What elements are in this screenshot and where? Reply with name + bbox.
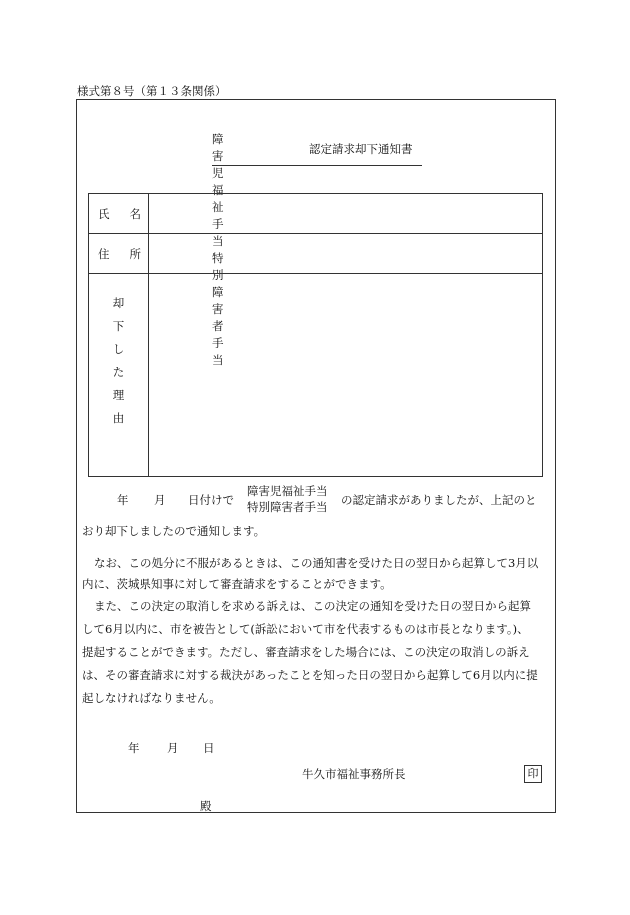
body-day-suffix: 日付けで [188, 493, 234, 507]
name-label-char-2: 名 [129, 206, 141, 221]
title-allowance-2: 特別障害者手当 [212, 251, 224, 367]
body-line-3: なお、この処分に不服があるときは、この通知書を受けた日の翌日から起算して3月以 [94, 556, 539, 570]
footer-year: 年 [128, 741, 140, 755]
body-line-7: 提起することができます。ただし、審査請求をした場合には、この決定の取消しの訴え [82, 645, 530, 659]
name-label-char-1: 氏 [98, 206, 110, 221]
form-number-label: 様式第８号（第１３条関係） [77, 84, 227, 98]
body-month: 月 [154, 493, 166, 507]
recipient-info-table [88, 193, 543, 477]
body-year: 年 [117, 493, 129, 507]
footer-month: 月 [167, 741, 179, 755]
body-line-4: 内に、茨城県知事に対して審査請求をすることができます。 [82, 577, 392, 591]
body-allowance-types [247, 483, 328, 515]
title-allowance-1: 障害児福祉手当 [212, 132, 224, 248]
body-line-2: おり却下しましたので通知します。 [82, 524, 266, 538]
reason-field[interactable] [149, 274, 543, 477]
reason-label-char-2: 下 [112, 319, 125, 333]
name-label-cell [89, 194, 149, 234]
address-label-char-2: 所 [129, 246, 141, 261]
body-line-6: して6月以内に、市を被告として(訴訟において市を代表するものは市長となります。)、 [82, 622, 529, 636]
address-label-cell [89, 234, 149, 274]
body-line-9: 起しなければなりません。 [82, 691, 221, 705]
body-line-1-rest: の認定請求がありましたが、上記のと [341, 493, 537, 507]
reason-label-char-5: 理 [112, 388, 125, 402]
body-allowance-2: 特別障害者手当 [247, 500, 328, 514]
body-allowance-1: 障害児福祉手当 [247, 484, 328, 498]
name-field[interactable] [149, 194, 543, 234]
body-line-5: また、この決定の取消しを求める訴えは、この決定の通知を受けた日の翌日から起算 [94, 599, 531, 613]
reason-label-char-4: た [112, 365, 125, 379]
address-label-char-1: 住 [98, 246, 110, 261]
body-line-8: は、その審査請求に対する裁決があったことを知った日の翌日から起算して6月以内に提 [82, 668, 538, 682]
reason-label-cell [89, 274, 149, 477]
address-field[interactable] [149, 234, 543, 274]
reason-label-char-3: し [112, 342, 125, 356]
seal-mark: 印 [524, 765, 542, 783]
title-main-text: 認定請求却下通知書 [309, 142, 413, 156]
reason-label-char-6: 由 [112, 411, 125, 425]
recipient-honorific: 殿 [200, 799, 212, 813]
title-underline [212, 165, 422, 166]
reason-label-char-1: 却 [112, 296, 125, 310]
issuer-name: 牛久市福祉事務所長 [302, 767, 406, 781]
footer-day: 日 [203, 741, 215, 755]
